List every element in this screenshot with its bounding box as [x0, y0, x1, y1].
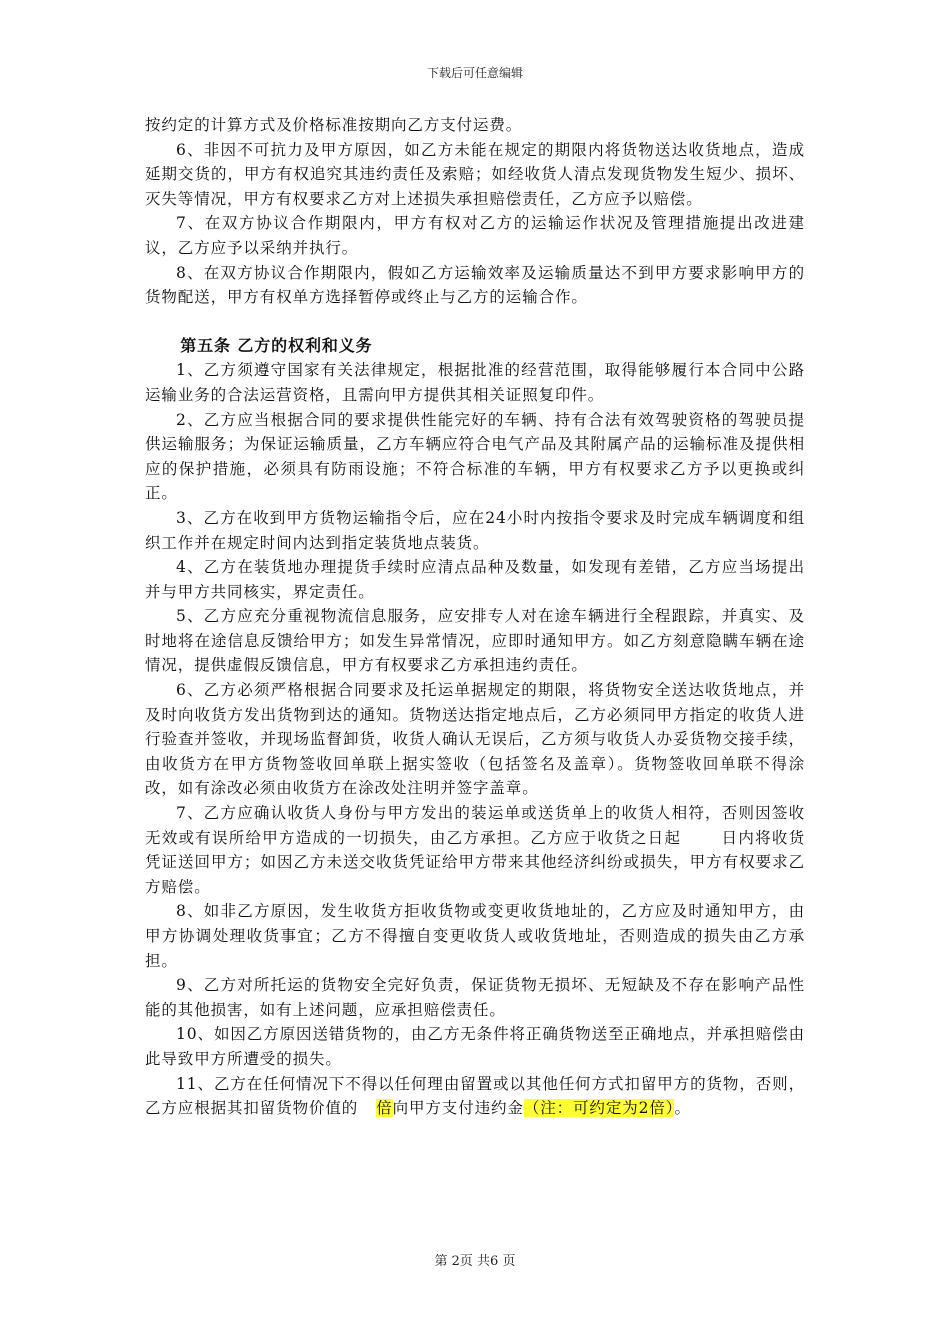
text-span: 。: [674, 1099, 691, 1118]
paragraph: 7、在双方协议合作期限内，甲方有权对乙方的运输运作状况及管理措施提出改进建议，乙方应予以采纳并执行。: [145, 214, 805, 257]
paragraph: 10、如因乙方原因送错货物的，由乙方无条件将正确货物送至正确地点，并承担赔偿由此导致甲方所遭受的损失。: [145, 1025, 805, 1068]
paragraph: 8、在双方协议合作期限内，假如乙方运输效率及运输质量达不到甲方要求影响甲方的货物配送，甲方有权单方选择暂停或终止与乙方的运输合作。: [145, 263, 805, 307]
paragraph: 8、如非乙方原因，发生收货方拒收货物或变更收货地址的，乙方应及时通知甲方，由甲方协调处理收货事宜；乙方不得擅自变更收货人或收货地址，否则造成的损失由乙方承担。: [145, 902, 805, 970]
paragraph-with-highlight: [145, 1072, 805, 1121]
paragraph-with-blank: [145, 801, 805, 899]
text-span: 11、乙方在任何情况下不得以任何理由留置或以其他任何方式扣留甲方的货物，否则，乙方应根据其扣留货物价值的: [145, 1074, 805, 1118]
highlighted-note: （注：可约定为2倍）: [523, 1099, 675, 1118]
highlighted-text: 倍: [376, 1099, 393, 1118]
paragraph: 3、乙方在收到甲方货物运输指令后，应在24小时内按指令要求及时完成车辆调度和组织工作并在规定时间内达到指定装货地点装货。: [145, 508, 805, 552]
text-span: 7、乙方应确认收货人身份与甲方发出的装运单或送货单上的收货人相符，否则因签收无效或有误所给甲方造成的一切损失，由乙方承担。乙方应于收货之日起: [145, 804, 805, 847]
document-body: [145, 113, 805, 1121]
paragraph: 6、乙方必须严格根据合同要求及托运单据规定的期限，将货物安全送达收货地点，并及时向收货方发出货物到达的通知。货物送达指定地点后，乙方必须同甲方指定的收货人进行验查并签收，并现场监督卸货，收货人确认无误后，乙方须与收货人办妥货物交接手续，由收货方在甲方货物签收回单联上据实签收（包括签名及盖章）。货物签收回单联不得涂改，如有涂改必须由收货方在涂改处注明并签字盖章。: [145, 681, 805, 798]
paragraph: 1、乙方须遵守国家有关法律规定，根据批准的经营范围，取得能够履行本合同中公路运输业务的合法运营资格，且需向甲方提供其相关证照复印件。: [145, 361, 805, 404]
paragraph: 按约定的计算方式及价格标准按期向乙方支付运费。: [145, 116, 523, 134]
paragraph: 6、非因不可抗力及甲方原因，如乙方未能在规定的期限内将货物送达收货地点，造成延期交货的，甲方有权追究其违约责任及索赔；如经收货人清点发现货物发生短少、损坏、灭失等情况，甲方有权要求乙方对上述损失承担赔偿责任，乙方应予以赔偿。: [145, 140, 805, 208]
paragraph: 2、乙方应当根据合同的要求提供性能完好的车辆、持有合法有效驾驶资格的驾驶员提供运输服务；为保证运输质量，乙方车辆应符合电气产品及其附属产品的运输标准及提供相应的保护措施，必须具有防雨设施；不符合标准的车辆，甲方有权要求乙方予以更换或纠正。: [145, 410, 805, 503]
page-footer: 第 2页 共6 页: [434, 1254, 516, 1269]
paragraph: 9、乙方对所托运的货物安全完好负责，保证货物无损坏、无短缺及不存在影响产品性能的其他损害，如有上述问题，应承担赔偿责任。: [145, 976, 805, 1019]
paragraph: 5、乙方应充分重视物流信息服务，应安排专人对在途车辆进行全程跟踪，并真实、及时地将在途信息反馈给甲方；如发生异常情况，应即时通知甲方。如乙方刻意隐瞒车辆在途情况，提供虚假反馈信息，甲方有权要求乙方承担违约责任。: [145, 607, 805, 675]
page-header: 下载后可任意编辑: [426, 66, 523, 80]
text-span: 向甲方支付违约金: [392, 1099, 524, 1118]
text-span: 日内将收货凭证送回甲方；如因乙方未送交收货凭证给甲方带来其他经济纠纷或损失，甲方有权要求乙方赔偿。: [145, 828, 805, 896]
section-heading: 第五条 乙方的权利和义务: [180, 335, 373, 355]
paragraph: 4、乙方在装货地办理提货手续时应清点品种及数量，如发现有差错，乙方应当场提出并与甲方共同核实，界定责任。: [145, 558, 805, 601]
